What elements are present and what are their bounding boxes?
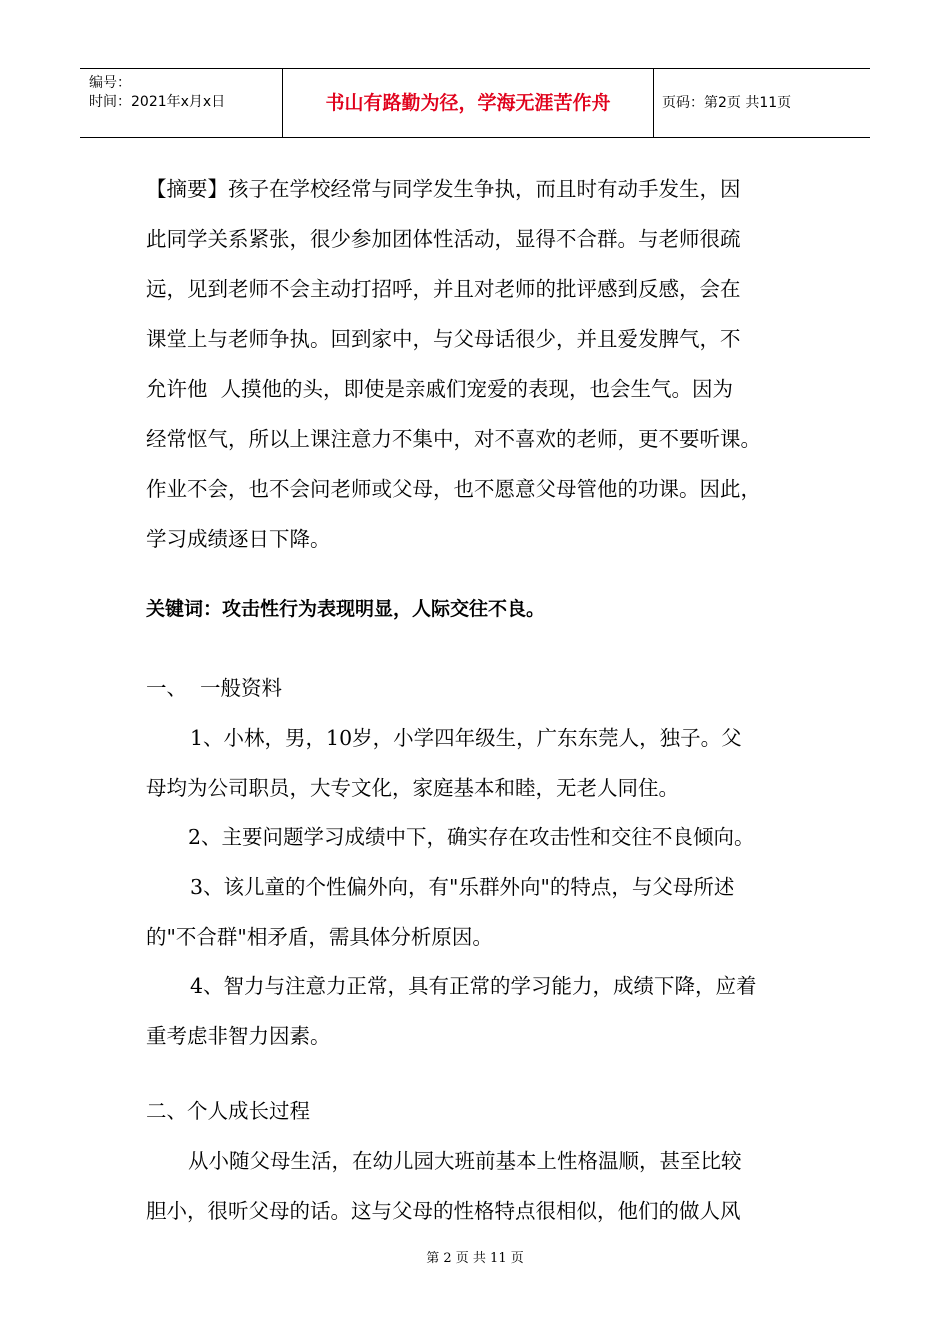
motto: 书山有路勤为径，学海无涯苦作舟: [282, 69, 654, 137]
abstract-line: 此同学关系紧张，很少参加团体性活动，显得不合群。与老师很疏: [146, 227, 741, 251]
section-1-line: 重考虑非智力因素。: [146, 1024, 331, 1048]
section-2-heading: 二、个人成长过程: [146, 1099, 310, 1123]
abstract-line: 远，见到老师不会主动打招呼，并且对老师的批评感到反感，会在: [146, 277, 741, 301]
page-info: 页码：第2页 共11页: [662, 95, 792, 111]
section-1-line: 1、小林，男，10岁，小学四年级生，广东东莞人，独子。父: [190, 726, 742, 750]
section-1-line: 3、该儿童的个性偏外向，有"乐群外向"的特点，与父母所述: [190, 875, 735, 899]
section-1-line: 2、主要问题学习成绩中下，确实存在攻击性和交往不良倾向。: [188, 825, 755, 849]
page-header: [80, 68, 870, 138]
abstract-line: 课堂上与老师争执。回到家中，与父母话很少，并且爱发脾气，不: [146, 327, 741, 351]
header-meta: [80, 69, 282, 137]
section-1-line: 母均为公司职员，大专文化，家庭基本和睦，无老人同住。: [146, 776, 679, 800]
abstract-line: 学习成绩逐日下降。: [146, 527, 331, 551]
section-1-heading: 一、 一般资料: [146, 676, 283, 700]
number-label: 编号：: [89, 75, 131, 91]
abstract-line: 经常怄气，所以上课注意力不集中，对不喜欢的老师，更不要听课。: [146, 427, 761, 451]
abstract-line: 作业不会，也不会问老师或父母，也不愿意父母管他的功课。因此，: [146, 477, 761, 501]
section-1-line: 的"不合群"相矛盾，需具体分析原因。: [146, 925, 493, 949]
abstract-line: 【摘要】孩子在学校经常与同学发生争执，而且时有动手发生，因: [146, 177, 741, 201]
section-2-line: 从小随父母生活，在幼儿园大班前基本上性格温顺，甚至比较: [188, 1149, 742, 1173]
date-label: 时间：2021年x月x日: [89, 94, 226, 110]
section-1-line: 4、智力与注意力正常，具有正常的学习能力，成绩下降，应着: [190, 974, 757, 998]
keywords: 关键词：攻击性行为表现明显，人际交往不良。: [146, 598, 546, 620]
page-footer: 第 2 页 共 11 页: [426, 1251, 524, 1266]
section-2-line: 胆小，很听父母的话。这与父母的性格特点很相似，他们的做人风: [146, 1199, 741, 1223]
abstract-line: 允许他 人摸他的头，即使是亲戚们宠爱的表现，也会生气。因为: [146, 377, 734, 401]
